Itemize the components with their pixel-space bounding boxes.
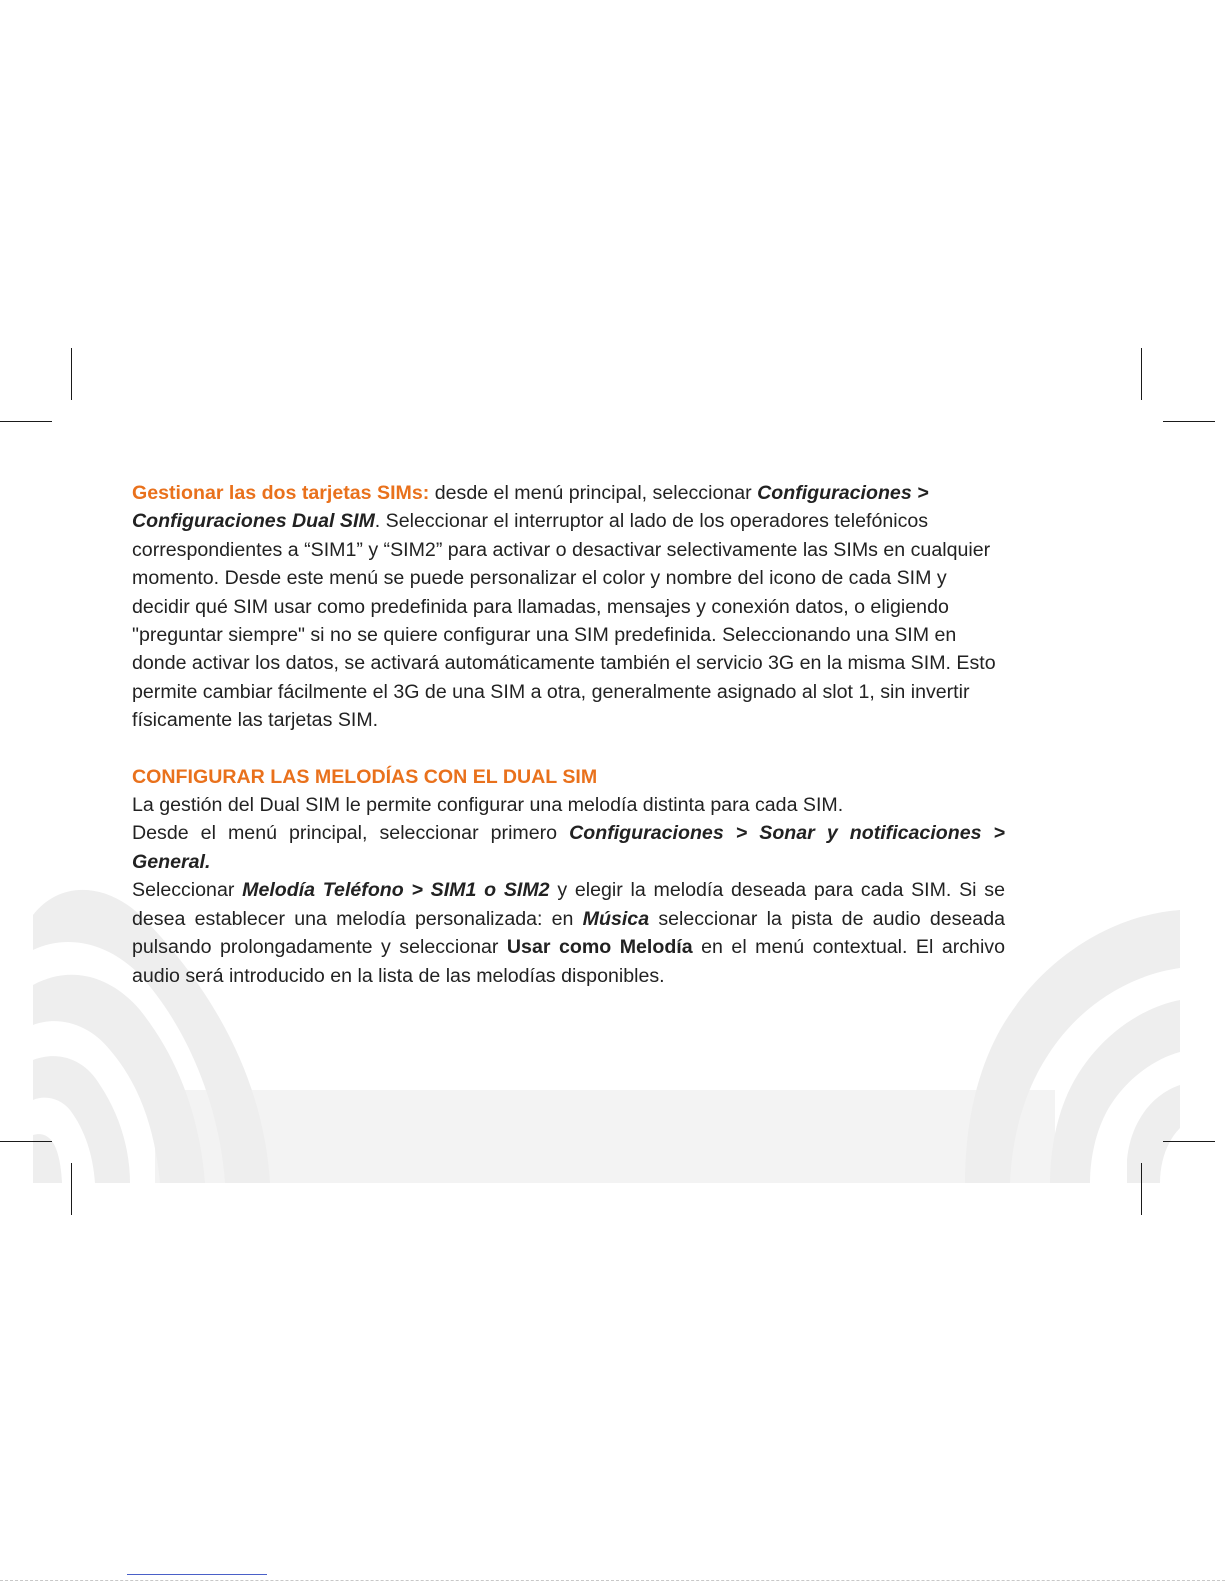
body-text: y elegir la melodía deseada para cada SIM. Si se desea establecer una melodía personalizada: en bbox=[132, 879, 1005, 930]
body-text: Seleccionar bbox=[132, 879, 243, 902]
menu-item-use-as-ringtone: Usar como Melodía bbox=[506, 936, 693, 959]
section-title: Gestionar las dos tarjetas SIMs: bbox=[132, 482, 430, 504]
menu-path: Configuraciones > Sonar y notificaciones > General. bbox=[132, 822, 1005, 873]
page-edge-dashes bbox=[0, 1580, 1225, 1581]
crop-mark bbox=[1163, 1141, 1215, 1142]
menu-path: Configuraciones > Configuraciones Dual SIM bbox=[132, 482, 929, 533]
crop-mark bbox=[1141, 1163, 1142, 1215]
crop-mark bbox=[71, 1163, 72, 1215]
body-text: . Seleccionar el interruptor al lado de los operadores telefónicos correspondientes a “SIM1” y “SIM2” para activar o desactivar selectivamente las SIMs en cualquier momento. Desde este menú se puede personalizar el color y nombre del icono de cada SIM y decidir qué SIM usar como predefinida para llamadas, mensajes y conexión datos, o eligiendo "preguntar siempre" si no se quiere configurar una SIM predefinida. Seleccionando una SIM en donde activar los datos, se activará automáticamente también el servicio 3G en la misma SIM. Esto permite cambiar fácilmente el 3G de una SIM a otra, generalmente asignado al slot 1, sin invertir físicamente las tarjetas SIM. bbox=[132, 510, 996, 732]
body-text: en el menú contextual. El archivo audio será introducido en la lista de las melodías disponibles. bbox=[132, 936, 1005, 987]
body-text: Desde el menú principal, seleccionar primero bbox=[132, 822, 570, 845]
ringtone-path-paragraph bbox=[132, 819, 1005, 876]
intro-line: La gestión del Dual SIM le permite configurar una melodía distinta para cada SIM. bbox=[132, 794, 844, 817]
crop-mark bbox=[0, 421, 52, 422]
dual-sim-management-paragraph bbox=[132, 479, 1005, 735]
ringtone-instructions-paragraph bbox=[132, 876, 1005, 990]
menu-path: Melodía Teléfono > SIM1 o SIM2 bbox=[242, 879, 550, 902]
body-text: desde el menú principal, seleccionar bbox=[429, 482, 758, 504]
crop-mark bbox=[71, 348, 72, 400]
crop-mark bbox=[1163, 421, 1215, 422]
body-text: seleccionar la pista de audio deseada pulsando prolongadamente y seleccionar bbox=[132, 907, 1006, 959]
document-body bbox=[132, 479, 1005, 990]
crop-mark bbox=[0, 1141, 52, 1142]
section-heading: CONFIGURAR LAS MELODÍAS CON EL DUAL SIM bbox=[132, 765, 598, 788]
menu-item-music: Música bbox=[582, 907, 650, 930]
crop-mark bbox=[1141, 348, 1142, 400]
footer-underline bbox=[127, 1574, 267, 1575]
watermark-band bbox=[155, 1090, 1055, 1183]
